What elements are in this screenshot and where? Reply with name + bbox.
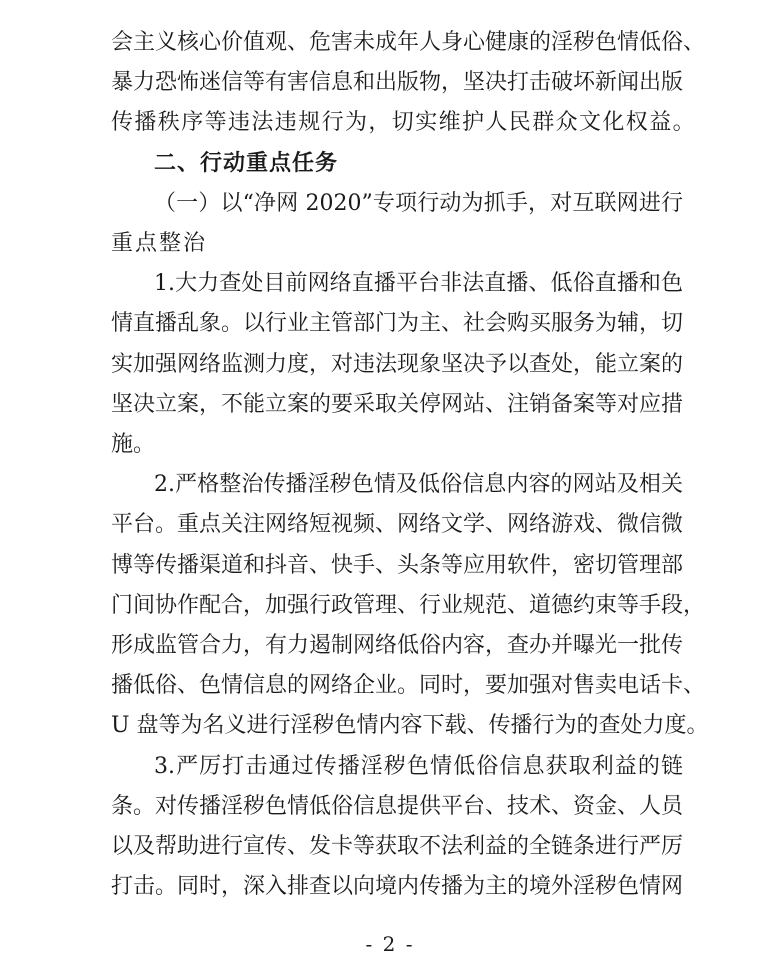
subsection-heading: （一）以“净网 2020”专项行动为抓手，对互联网进行	[154, 190, 683, 216]
body-text-line: 暴力恐怖迷信等有害信息和出版物，坚决打击破坏新闻出版	[111, 70, 684, 96]
paragraph-2-line: 播低俗、色情信息的网络企业。同时，要加强对售卖电话卡、	[111, 673, 706, 699]
paragraph-1-line: 1.大力查处目前网络直播平台非法直播、低俗直播和色	[154, 271, 683, 297]
paragraph-2-line: 博等传播渠道和抖音、快手、头条等应用软件，密切管理部	[111, 552, 684, 578]
section-heading: 二、行动重点任务	[154, 150, 339, 176]
paragraph-1-line: 施。	[111, 432, 156, 457]
paragraph-1-line: 实加强网络监测力度，对违法现象坚决予以查处，能立案的	[111, 351, 684, 377]
paragraph-2-line: U 盘等为名义进行淫秽色情内容下载、传播行为的查处力度。	[111, 713, 709, 739]
paragraph-1-line: 坚决立案，不能立案的要采取关停网站、注销备案等对应措	[111, 391, 684, 417]
paragraph-3-line: 打击。同时，深入排查以向境内传播为主的境外淫秽色情网	[111, 874, 684, 900]
paragraph-2-line: 门间协作配合，加强行政管理、行业规范、道德约束等手段，	[111, 592, 706, 618]
paragraph-2-line: 平台。重点关注网络短视频、网络文学、网络游戏、微信微	[111, 512, 684, 538]
paragraph-2-line: 2.严格整治传播淫秽色情及低俗信息内容的网站及相关	[154, 472, 683, 498]
page-number: - 2 -	[365, 932, 415, 956]
paragraph-3-line: 以及帮助进行宣传、发卡等获取不法利益的全链条进行严厉	[111, 834, 684, 859]
body-text-line: 传播秩序等违法违规行为，切实维护人民群众文化权益。	[111, 110, 697, 136]
paragraph-1-line: 情直播乱象。以行业主管部门为主、社会购买服务为辅，切	[111, 311, 684, 337]
body-text-line: 会主义核心价值观、危害未成年人身心健康的淫秽色情低俗、	[111, 30, 706, 55]
paragraph-3-line: 条。对传播淫秽色情低俗信息提供平台、技术、资金、人员	[111, 793, 684, 819]
subsection-heading-cont: 重点整治	[111, 231, 208, 256]
paragraph-2-line: 形成监管合力，有力遏制网络低俗内容，查办并曝光一批传	[111, 633, 684, 658]
paragraph-3-line: 3.严厉打击通过传播淫秽色情低俗信息获取利益的链	[154, 753, 683, 779]
